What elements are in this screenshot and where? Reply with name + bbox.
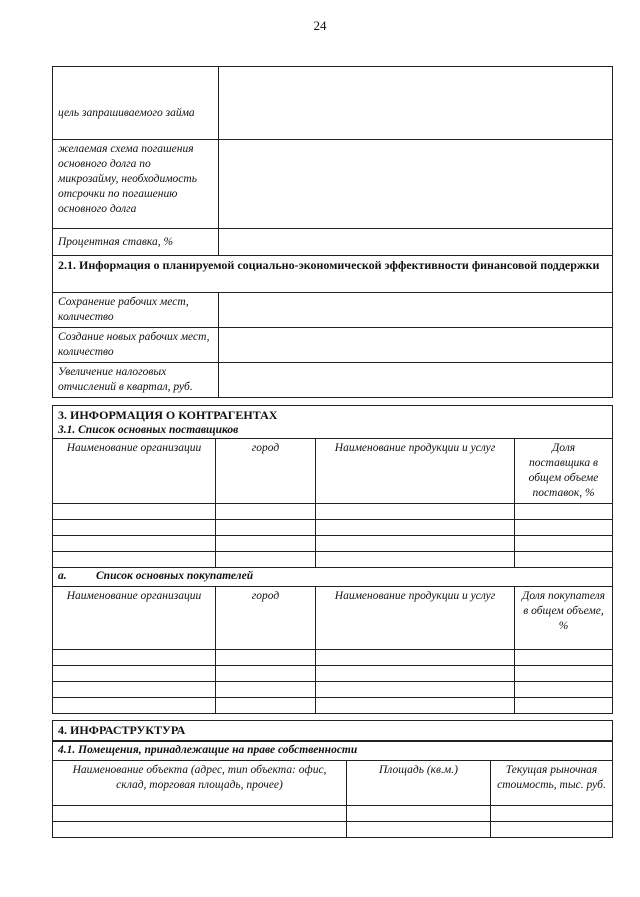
buyers-header-row: [53, 587, 613, 650]
section-2-1-title: 2.1. Информация о планируемой социально-экономической эффективности финансовой поддержки: [53, 256, 613, 293]
table-row: [53, 293, 613, 328]
table-row: [53, 406, 613, 439]
section-4-title: 4. ИНФРАСТРУКТУРА: [53, 721, 613, 742]
table-row: [53, 721, 613, 742]
repayment-scheme-label: желаемая схема погашения основного долга по микрозайму, необходимость отсрочки по погашению основного долга: [53, 140, 219, 229]
property-header-row: [53, 761, 613, 806]
table-row: [53, 328, 613, 363]
jobs-retained-value: [219, 293, 613, 328]
loan-purpose-label: цель запрашиваемого займа: [53, 67, 219, 140]
col-city: город: [216, 587, 316, 650]
section-3-title: 3. ИНФОРМАЦИЯ О КОНТРАГЕНТАХ: [58, 408, 278, 422]
col-products: Наименование продукции и услуг: [316, 439, 515, 504]
counterparties-table: [52, 405, 613, 714]
new-jobs-value: [219, 328, 613, 363]
table-row: [53, 806, 613, 822]
table-row: [53, 229, 613, 256]
repayment-scheme-value: [219, 140, 613, 229]
page-number: 24: [313, 18, 327, 33]
property-title: 4.1. Помещения, принадлежащие на праве собственности: [53, 741, 613, 761]
suppliers-header-row: [53, 439, 613, 504]
table-row: [53, 682, 613, 698]
loan-info-table: [52, 66, 613, 398]
col-object-name: Наименование объекта (адрес, тип объекта: офис, склад, торговая площадь, прочее): [53, 761, 347, 806]
table-row: [53, 140, 613, 229]
interest-rate-label: Процентная ставка, %: [53, 229, 219, 256]
table-row: [53, 363, 613, 398]
col-products: Наименование продукции и услуг: [316, 587, 515, 650]
jobs-retained-label: Сохранение рабочих мест, количество: [53, 293, 219, 328]
table-row: [53, 504, 613, 520]
col-buyer-share: Доля покупателя в общем объеме, %: [515, 587, 613, 650]
col-area: Площадь (кв.м.): [347, 761, 491, 806]
suppliers-title: 3.1. Список основных поставщиков: [58, 424, 239, 436]
col-city: город: [216, 439, 316, 504]
table-row: [53, 520, 613, 536]
table-row: [53, 650, 613, 666]
col-org-name: Наименование организации: [53, 439, 216, 504]
col-org-name: Наименование организации: [53, 587, 216, 650]
loan-purpose-value: [219, 67, 613, 140]
buyers-title: Список основных покупателей: [96, 570, 254, 582]
table-row: [53, 552, 613, 568]
col-supplier-share: Доля поставщика в общем объеме поставок, %: [515, 439, 613, 504]
table-row: [53, 666, 613, 682]
tax-increase-value: [219, 363, 613, 398]
buyers-prefix: a.: [58, 570, 67, 582]
infrastructure-table: [52, 720, 613, 838]
new-jobs-label: Создание новых рабочих мест, количество: [53, 328, 219, 363]
table-row: [53, 698, 613, 714]
table-row: [53, 568, 613, 587]
col-market-value: Текущая рыночная стоимость, тыс. руб.: [491, 761, 613, 806]
table-row: [53, 67, 613, 140]
tax-increase-label: Увеличение налоговых отчислений в квартал, руб.: [53, 363, 219, 398]
table-row: [53, 822, 613, 838]
table-row: [53, 256, 613, 293]
interest-rate-value: [219, 229, 613, 256]
table-row: [53, 536, 613, 552]
table-row: [53, 741, 613, 761]
